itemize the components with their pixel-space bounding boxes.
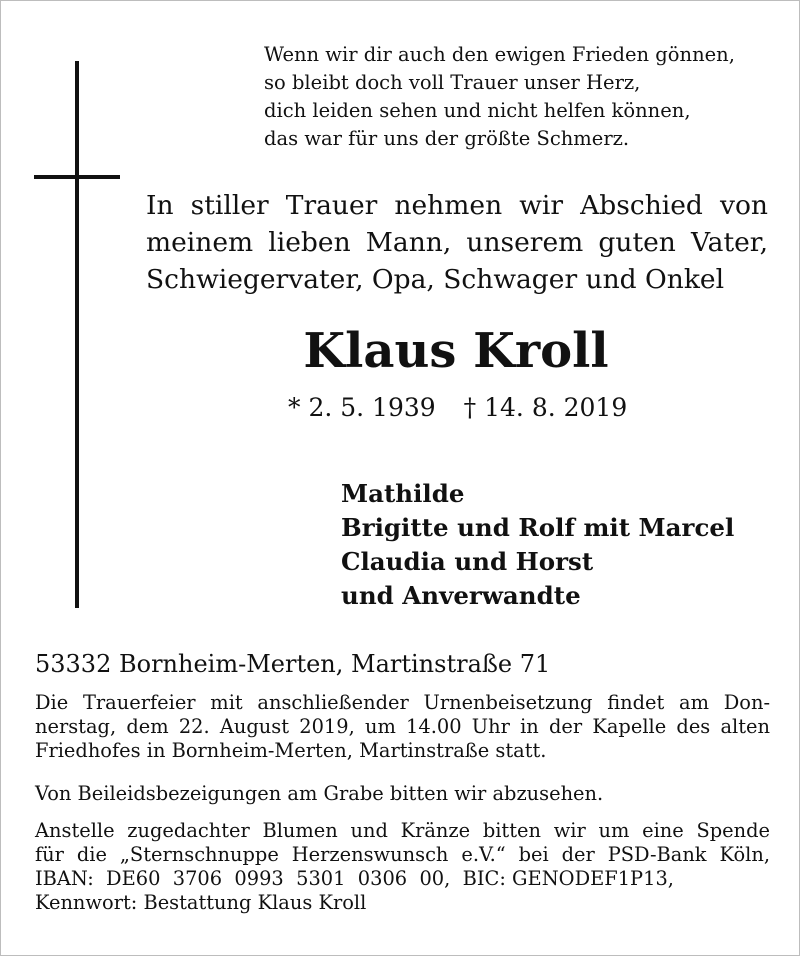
notice-line: Anstelle zugedachter Blumen und Kränze bitten wir um eine Spende [35,819,770,842]
bank-details: IBAN: DE60 3706 0993 5301 0306 00, BIC: GENODEF1P13, [35,867,674,890]
mourner: Mathilde [341,479,465,508]
farewell-line: In stiller Trauer nehmen wir Abschied von [146,190,768,221]
notice-line: Die Trauerfeier mit anschließender Urnenbeisetzung findet am Don- [35,691,770,714]
notice-line: Kennwort: Bestattung Klaus Kroll [35,891,367,914]
poem-line: dich leiden sehen und nicht helfen können, [264,99,691,122]
poem-line: so bleibt doch voll Trauer unser Herz, [264,71,641,94]
family-address: 53332 Bornheim-Merten, Martinstraße 71 [35,650,551,678]
death-date: † 14. 8. 2019 [463,393,628,422]
farewell-line: meinem lieben Mann, unserem guten Vater, [146,227,768,258]
poem-line: das war für uns der größte Schmerz. [264,127,630,150]
donation-notice [35,819,770,915]
cross-icon-bar [34,175,120,179]
mourners-list [341,477,734,613]
memorial-poem [264,41,784,153]
notice-line: Friedhofes in Bornheim-Merten, Martinstraße statt. [35,739,547,762]
funeral-notice [35,691,770,763]
notice-line: für die „Sternschnuppe Herzenswunsch e.V.“ bei der PSD-Bank Köln, [35,843,770,866]
poem-line: Wenn wir dir auch den ewigen Frieden gönnen, [264,43,735,66]
condolence-notice [35,782,770,806]
mourner: und Anverwandte [341,581,581,610]
mourner: Claudia und Horst [341,547,594,576]
farewell-statement [146,187,768,298]
deceased-name: Klaus Kroll [303,323,609,379]
notice-line: Von Beileidsbezeigungen am Grabe bitten wir abzusehen. [35,782,604,805]
notice-line: nerstag, dem 22. August 2019, um 14.00 Uhr in der Kapelle des alten [35,715,770,738]
birth-date: * 2. 5. 1939 [288,393,436,422]
life-dates [288,391,627,425]
farewell-line: Schwiegervater, Opa, Schwager und Onkel [146,264,725,295]
mourner: Brigitte und Rolf mit Marcel [341,513,735,542]
